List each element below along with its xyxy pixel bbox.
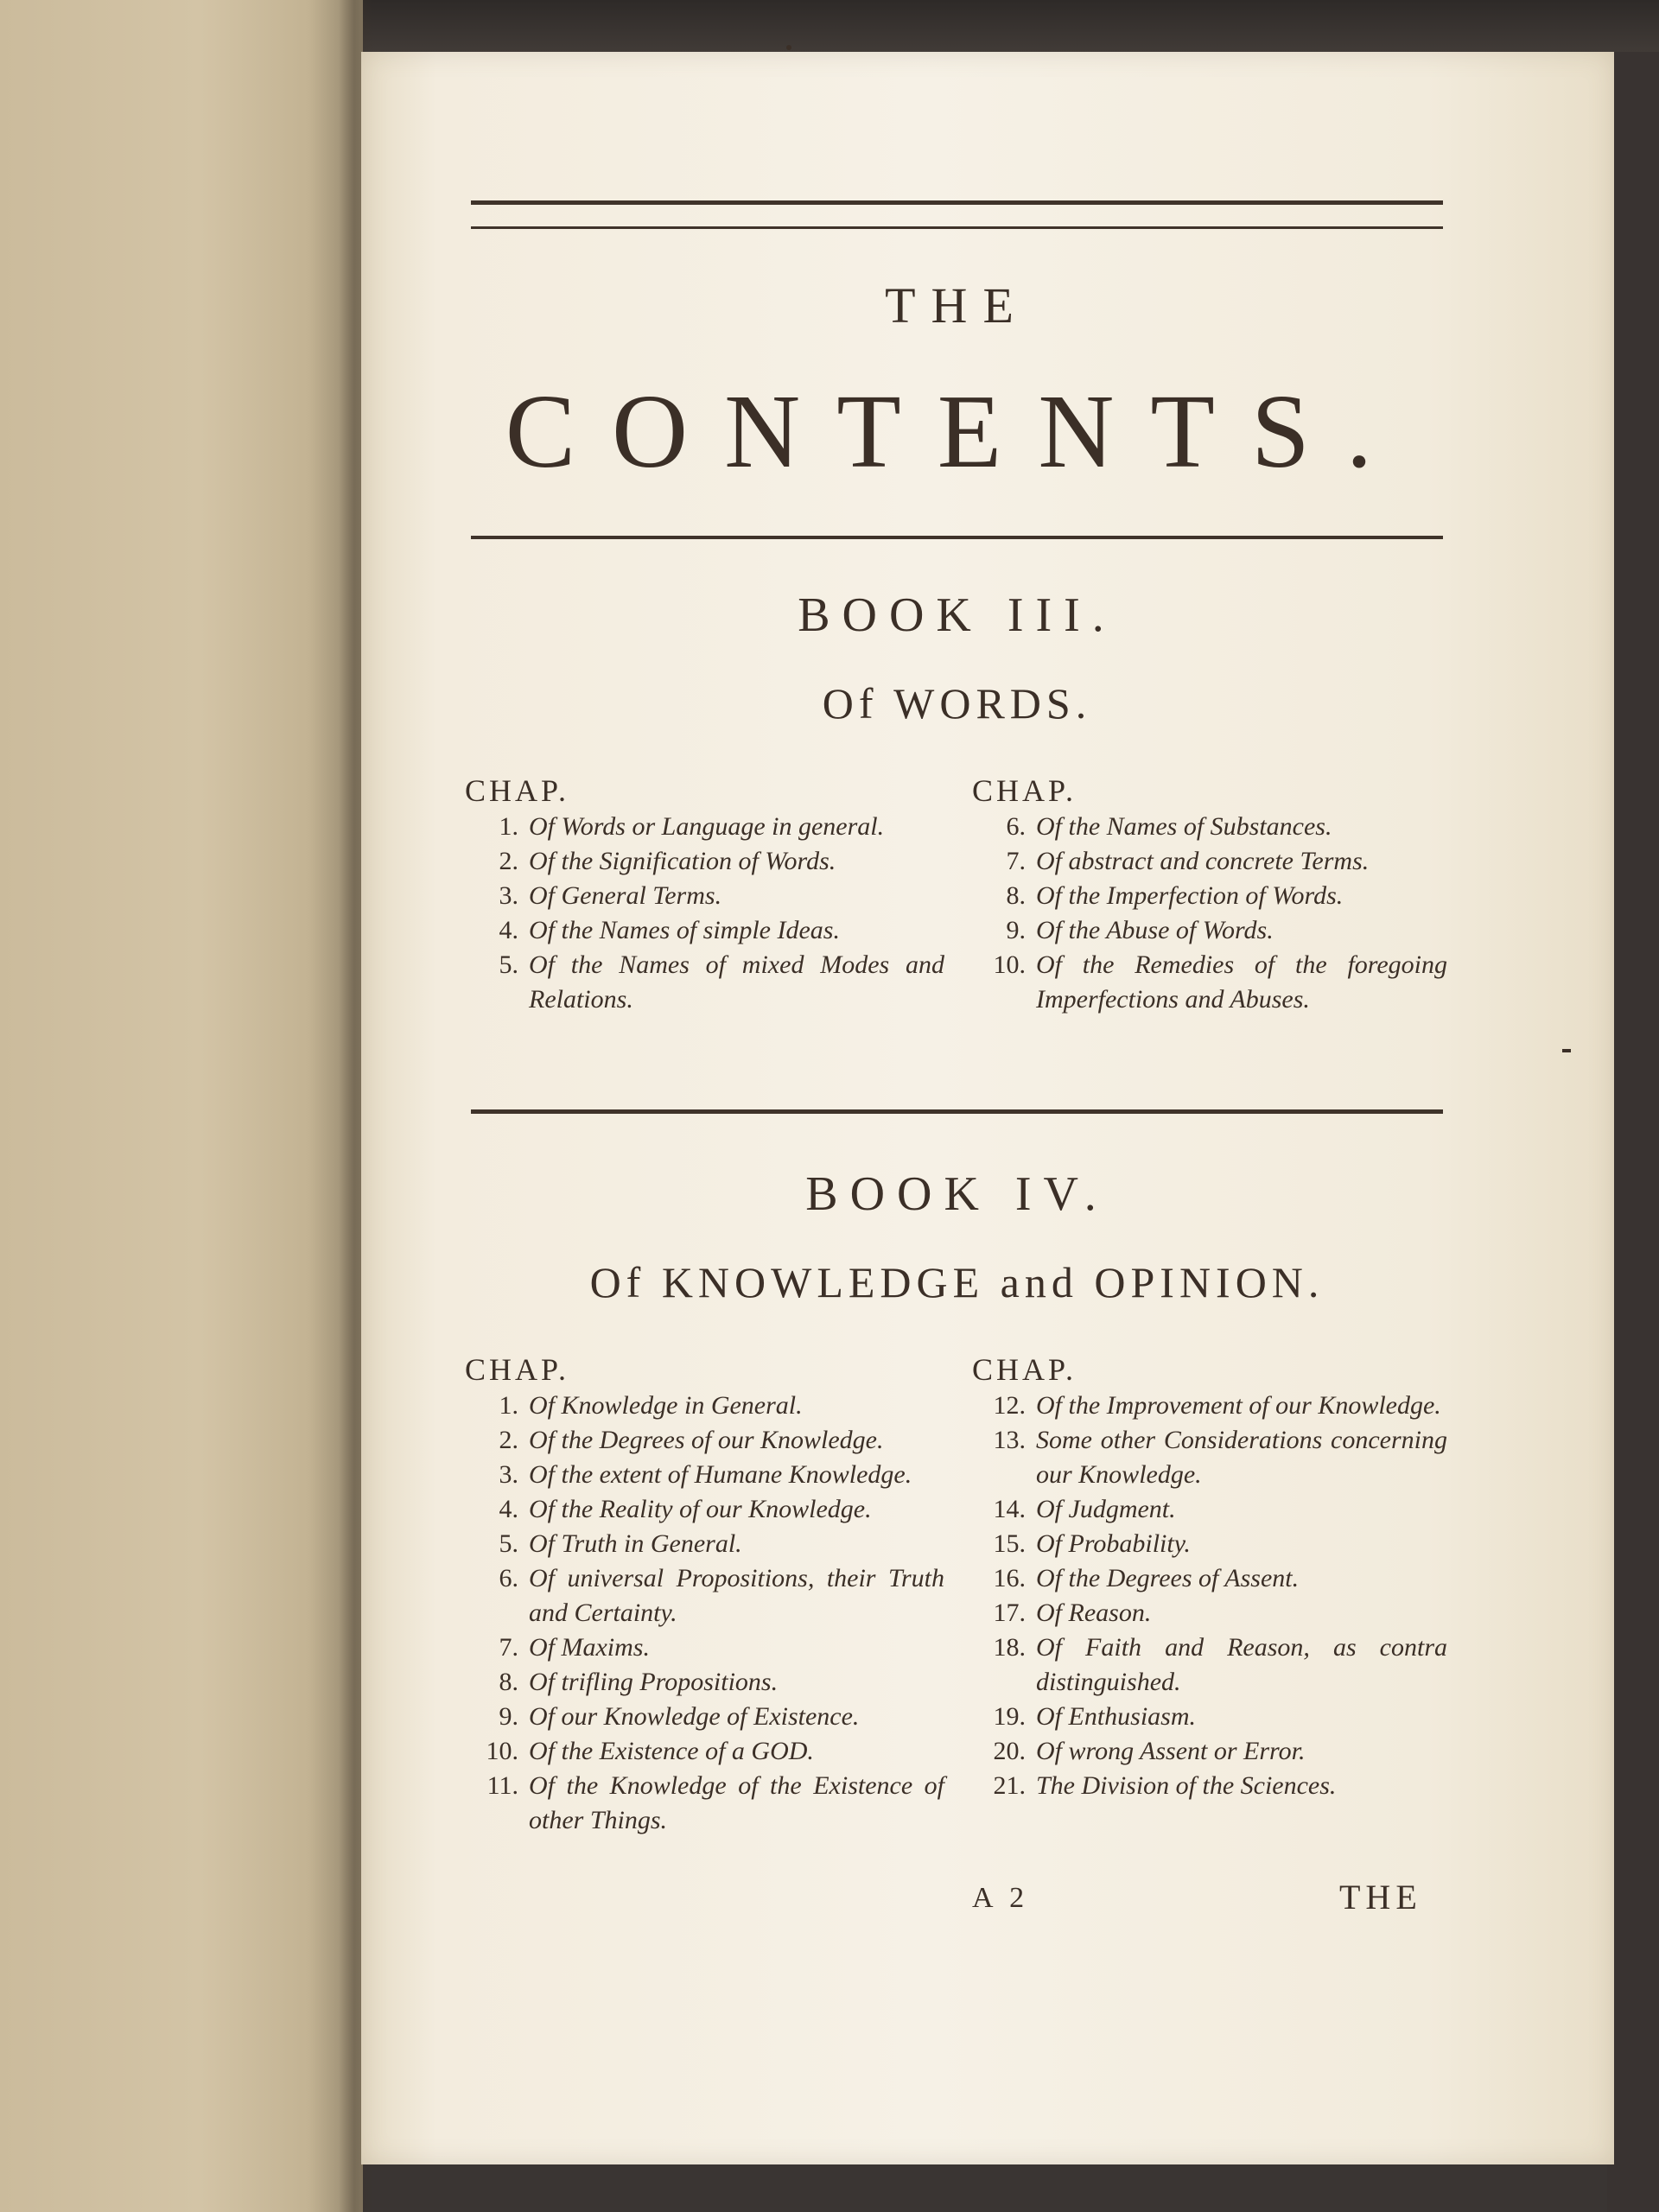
chapter-number: 5. <box>499 950 518 979</box>
chapter-number: 6. <box>1006 812 1026 841</box>
toc-entry <box>972 844 1447 879</box>
chapter-title: Of Reason. <box>1036 1599 1152 1627</box>
chap-heading: CHAP. <box>972 1352 1077 1387</box>
chapter-title: Of Truth in General. <box>529 1529 742 1558</box>
chapter-title: The Division of the Sciences. <box>1036 1771 1337 1800</box>
chapter-title: Of the Names of mixed Modes and Relations. <box>529 950 944 1014</box>
toc-entry <box>972 1423 1447 1492</box>
toc-column-right <box>972 773 1447 1017</box>
chapter-number: 15. <box>993 1529 1026 1558</box>
chapter-number: 17. <box>993 1599 1026 1627</box>
toc-entry <box>465 1630 944 1665</box>
toc-entry <box>972 1700 1447 1734</box>
book-title: BOOK IV. <box>805 1167 1109 1221</box>
chapter-title: Of the Degrees of Assent. <box>1036 1564 1300 1592</box>
chapter-title: Of Probability. <box>1036 1529 1191 1558</box>
right-page <box>361 52 1614 2164</box>
title-the: THE <box>885 277 1029 334</box>
chapter-number: 9. <box>499 1702 518 1731</box>
chapter-title: Of Maxims. <box>529 1633 650 1662</box>
book-subtitle: Of KNOWLEDGE and OPINION. <box>589 1258 1325 1306</box>
chapter-title: Of Faith and Reason, as contra distinguished. <box>1036 1633 1447 1696</box>
toc-entry <box>972 1734 1447 1769</box>
toc-entry <box>465 948 944 1017</box>
chapter-title: Some other Considerations concerning our Knowledge. <box>1036 1426 1447 1489</box>
book-title: BOOK III. <box>798 588 1116 642</box>
toc-entry <box>972 879 1447 913</box>
top-rule-thick <box>471 200 1443 205</box>
toc-column-left <box>465 1352 944 1838</box>
toc-entry <box>972 913 1447 948</box>
signature-mark: A 2 <box>972 1882 1030 1914</box>
chapter-title: Of the Degrees of our Knowledge. <box>529 1426 884 1454</box>
toc-entry <box>465 1769 944 1838</box>
chapter-number: 2. <box>499 847 518 875</box>
chapter-number: 11. <box>486 1771 518 1800</box>
toc-column-right <box>972 1352 1447 1803</box>
chapter-title: Of the extent of Humane Knowledge. <box>529 1460 912 1489</box>
book-subtitle: Of WORDS. <box>822 679 1092 728</box>
chap-heading: CHAP. <box>972 773 1077 808</box>
chapter-title: Of the Abuse of Words. <box>1036 916 1274 944</box>
toc-entry <box>972 1527 1447 1561</box>
chapter-number: 2. <box>499 1426 518 1454</box>
toc-column-left <box>465 773 944 1017</box>
toc-entry <box>465 913 944 948</box>
backdrop <box>328 0 1659 52</box>
chapter-number: 8. <box>1006 881 1026 910</box>
chapter-number: 18. <box>993 1633 1026 1662</box>
toc-entry <box>465 1665 944 1700</box>
chapter-title: Of the Existence of a GOD. <box>529 1737 814 1765</box>
top-rule-thin <box>471 226 1443 229</box>
chapter-title: Of the Improvement of our Knowledge. <box>1036 1391 1441 1420</box>
chapter-title: Of Knowledge in General. <box>529 1391 803 1420</box>
chap-heading: CHAP. <box>465 1352 570 1387</box>
toc-entry <box>465 1561 944 1630</box>
toc-entry <box>465 844 944 879</box>
chapter-number: 7. <box>1006 847 1026 875</box>
chapter-number: 4. <box>499 1495 518 1523</box>
toc-entry <box>972 1630 1447 1700</box>
page-title: CONTENTS. <box>505 373 1409 490</box>
toc-entry <box>972 1769 1447 1803</box>
toc-entry <box>465 1492 944 1527</box>
toc-entry <box>972 1492 1447 1527</box>
toc-entry <box>972 1596 1447 1630</box>
chapter-title: Of abstract and concrete Terms. <box>1036 847 1370 875</box>
chapter-number: 3. <box>499 1460 518 1489</box>
toc-entry <box>465 1423 944 1458</box>
chapter-number: 10. <box>486 1737 518 1765</box>
chap-heading: CHAP. <box>465 773 570 808</box>
chapter-title: Of universal Propositions, their Truth and Certainty. <box>529 1564 944 1627</box>
toc-entry <box>972 1561 1447 1596</box>
chapter-title: Of General Terms. <box>529 881 722 910</box>
chapter-title: Of Enthusiasm. <box>1036 1702 1197 1731</box>
chapter-title: Of wrong Assent or Error. <box>1036 1737 1306 1765</box>
chapter-number: 14. <box>993 1495 1026 1523</box>
backdrop-right <box>1607 52 1659 2212</box>
toc-entry <box>465 1389 944 1423</box>
toc-entry <box>972 810 1447 844</box>
chapter-number: 16. <box>993 1564 1026 1592</box>
toc-entry <box>465 1700 944 1734</box>
toc-entry <box>465 1527 944 1561</box>
title-rule <box>471 536 1443 539</box>
chapter-number: 19. <box>993 1702 1026 1731</box>
chapter-title: Of trifling Propositions. <box>529 1668 779 1696</box>
chapter-title: Of the Signification of Words. <box>529 847 836 875</box>
chapter-title: Of Words or Language in general. <box>529 812 885 841</box>
chapter-title: Of our Knowledge of Existence. <box>529 1702 860 1731</box>
chapter-number: 10. <box>993 950 1026 979</box>
chapter-title: Of the Remedies of the foregoing Imperfections and Abuses. <box>1036 950 1447 1014</box>
chapter-title: Of the Names of simple Ideas. <box>529 916 840 944</box>
toc-entry <box>465 810 944 844</box>
chapter-number: 3. <box>499 881 518 910</box>
catchword: THE <box>1339 1878 1422 1916</box>
chapter-title: Of the Reality of our Knowledge. <box>529 1495 872 1523</box>
toc-entry <box>465 879 944 913</box>
chapter-number: 21. <box>993 1771 1026 1800</box>
chapter-title: Of the Knowledge of the Existence of other Things. <box>529 1771 944 1834</box>
chapter-number: 5. <box>499 1529 518 1558</box>
chapter-number: 6. <box>499 1564 518 1592</box>
left-page <box>0 0 363 2212</box>
chapter-title: Of the Names of Substances. <box>1036 812 1332 841</box>
toc-entry <box>972 948 1447 1017</box>
chapter-number: 9. <box>1006 916 1026 944</box>
chapter-number: 1. <box>499 812 518 841</box>
ink-speck <box>1562 1049 1571 1052</box>
chapter-number: 20. <box>993 1737 1026 1765</box>
chapter-number: 4. <box>499 916 518 944</box>
chapter-number: 1. <box>499 1391 518 1420</box>
chapter-title: Of the Imperfection of Words. <box>1036 881 1344 910</box>
ink-speck <box>786 45 791 50</box>
chapter-number: 8. <box>499 1668 518 1696</box>
toc-entry <box>465 1734 944 1769</box>
chapter-number: 7. <box>499 1633 518 1662</box>
chapter-title: Of Judgment. <box>1036 1495 1176 1523</box>
toc-entry <box>465 1458 944 1492</box>
chapter-number: 12. <box>993 1391 1026 1420</box>
section-rule <box>471 1109 1443 1114</box>
chapter-number: 13. <box>993 1426 1026 1454</box>
toc-entry <box>972 1389 1447 1423</box>
